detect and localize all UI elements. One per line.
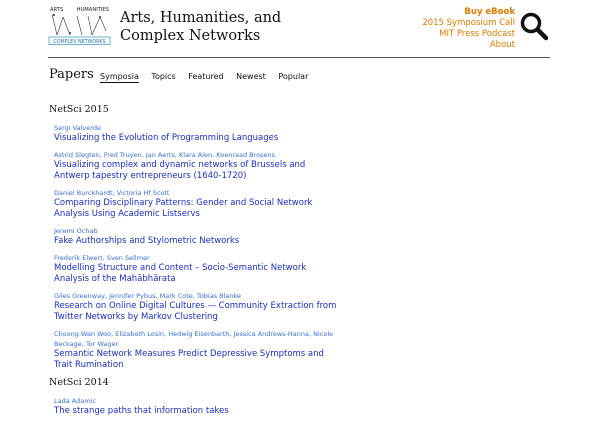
author-separator: , bbox=[81, 340, 86, 348]
section-heading: NetSci 2014 bbox=[49, 377, 109, 388]
paper-item bbox=[54, 329, 339, 371]
tab-popular[interactable]: Popular bbox=[278, 72, 309, 81]
site-title[interactable] bbox=[120, 9, 320, 45]
author-link[interactable]: Jan Aerts bbox=[145, 151, 175, 159]
about-link[interactable]: About bbox=[489, 40, 515, 50]
page-title: Papers bbox=[49, 67, 94, 82]
author-link[interactable]: Jeremi Ochab bbox=[54, 227, 98, 235]
author-link[interactable]: Nicole Beckage bbox=[54, 330, 334, 348]
tab-newest[interactable]: Newest bbox=[236, 72, 266, 81]
papers-tabs bbox=[100, 72, 318, 83]
symposium-call-link[interactable]: 2015 Symposium Call bbox=[422, 18, 515, 28]
author-link[interactable]: Lada Adamic bbox=[54, 397, 96, 405]
logo-text-humanities: HUMANITIES bbox=[76, 7, 109, 13]
author-separator: , bbox=[155, 292, 160, 300]
logo-text-complex-networks: COMPLEX NETWORKS bbox=[53, 40, 106, 45]
paper-authors bbox=[54, 253, 339, 263]
author-link[interactable]: Klara Alen bbox=[179, 151, 213, 159]
author-separator: , bbox=[212, 151, 217, 159]
papers-list bbox=[49, 100, 339, 423]
author-separator: , bbox=[229, 330, 234, 338]
author-link[interactable]: Choong-Wan Woo bbox=[54, 330, 112, 338]
author-separator: , bbox=[112, 189, 117, 197]
author-link[interactable]: Sven Sellmer bbox=[106, 254, 150, 262]
site-title-line-1: Arts, Humanities, and bbox=[120, 10, 282, 26]
author-separator: , bbox=[111, 330, 116, 338]
author-link[interactable]: Jessica Andrews-Hanna bbox=[233, 330, 310, 338]
author-link[interactable]: Astrid Slegten bbox=[54, 151, 100, 159]
paper-authors bbox=[54, 188, 339, 198]
paper-title-link[interactable]: Semantic Network Measures Predict Depressive Symptoms and Trait Rumination bbox=[54, 349, 324, 370]
author-separator: , bbox=[104, 292, 110, 300]
paper-item bbox=[54, 226, 339, 247]
author-link[interactable]: Tobias Blanke bbox=[196, 292, 242, 300]
paper-item bbox=[54, 150, 339, 182]
paper-item bbox=[54, 291, 339, 323]
logo-graphic bbox=[52, 14, 106, 35]
author-separator: , bbox=[141, 151, 146, 159]
author-separator: , bbox=[309, 330, 314, 338]
header-divider bbox=[48, 57, 550, 58]
search-icon[interactable] bbox=[519, 11, 549, 41]
paper-authors bbox=[54, 226, 339, 236]
podcast-link[interactable]: MIT Press Podcast bbox=[439, 29, 515, 39]
buy-ebook-link[interactable]: Buy eBook bbox=[464, 7, 515, 17]
author-separator: , bbox=[99, 151, 104, 159]
tab-featured[interactable]: Featured bbox=[188, 72, 224, 81]
author-separator: , bbox=[164, 330, 169, 338]
author-link[interactable]: Frederik Elwert bbox=[54, 254, 103, 262]
tab-topics[interactable]: Topics bbox=[151, 72, 176, 81]
paper-title-link[interactable]: Fake Authorships and Stylometric Networks bbox=[54, 236, 240, 246]
section-heading: NetSci 2015 bbox=[49, 104, 109, 115]
paper-title-link[interactable]: Modelling Structure and Content – Socio-Semantic Network Analysis of the Mahābhārata bbox=[54, 263, 307, 284]
paper-authors bbox=[54, 396, 339, 406]
author-link[interactable]: Sergi Valverde bbox=[54, 124, 101, 132]
site-title-line-2: Complex Networks bbox=[120, 28, 261, 44]
author-separator: , bbox=[102, 254, 107, 262]
paper-title-link[interactable]: Visualizing complex and dynamic networks of Brussels and Antwerp tapestry entrepreneurs (1640-1720) bbox=[54, 160, 306, 181]
author-link[interactable]: Elizabeth Losin bbox=[115, 330, 165, 338]
paper-title-link[interactable]: Visualizing the Evolution of Programming Languages bbox=[54, 133, 279, 143]
author-link[interactable]: Victoria Hf Scott bbox=[116, 189, 170, 197]
author-link[interactable]: Giles Greenway bbox=[54, 292, 105, 300]
author-link[interactable]: Fred Truyen bbox=[103, 151, 142, 159]
paper-authors bbox=[54, 123, 339, 133]
paper-item bbox=[54, 253, 339, 285]
site-logo[interactable] bbox=[48, 5, 111, 45]
author-link[interactable]: Koenraad Brosens bbox=[216, 151, 276, 159]
paper-authors bbox=[54, 329, 339, 349]
paper-item bbox=[54, 188, 339, 220]
header-links bbox=[422, 7, 515, 51]
author-separator: , bbox=[192, 292, 197, 300]
tab-symposia[interactable]: Symposia bbox=[100, 72, 139, 81]
author-link[interactable]: Daniel Burckhardt bbox=[54, 189, 113, 197]
author-separator: , bbox=[174, 151, 179, 159]
logo-text-arts: ARTS bbox=[50, 7, 64, 13]
paper-item bbox=[54, 123, 339, 144]
paper-title-link[interactable]: Research on Online Digital Cultures — Community Extraction from Twitter Networks by Markov Clustering bbox=[54, 301, 337, 322]
paper-title-link[interactable]: Comparing Disciplinary Patterns: Gender and Social Network Analysis Using Academic Listservs bbox=[54, 198, 313, 219]
paper-title-link[interactable]: The strange paths that information takes bbox=[54, 406, 229, 416]
author-link[interactable]: Jennifer Pybus bbox=[109, 292, 156, 300]
paper-authors bbox=[54, 291, 339, 301]
author-link[interactable]: Mark Cote bbox=[159, 292, 193, 300]
paper-item bbox=[54, 396, 339, 417]
author-link[interactable]: Hedwig Eisenbarth bbox=[168, 330, 230, 338]
author-link[interactable]: Tor Wager bbox=[85, 340, 119, 348]
paper-authors bbox=[54, 150, 339, 160]
